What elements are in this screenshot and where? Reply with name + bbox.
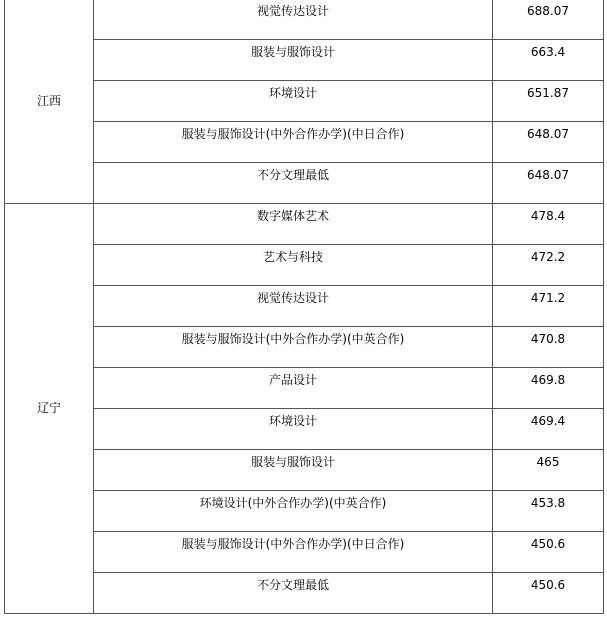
row-divider xyxy=(93,490,604,491)
score-cell: 453.8 xyxy=(530,496,566,510)
row-divider xyxy=(93,531,604,532)
row-divider xyxy=(93,449,604,450)
major-cell: 艺术与科技 xyxy=(262,250,323,264)
major-cell: 不分文理最低 xyxy=(256,168,329,182)
province-cell: 江西 xyxy=(36,93,61,108)
score-cell: 648.07 xyxy=(527,127,569,141)
row-divider xyxy=(93,285,604,286)
province-cell: 辽宁 xyxy=(36,401,61,415)
major-cell: 视觉传达设计 xyxy=(256,4,329,18)
score-cell: 450.6 xyxy=(530,537,566,551)
score-cell: 450.6 xyxy=(530,578,566,592)
row-divider xyxy=(93,80,604,81)
major-cell: 服装与服饰设计 xyxy=(250,455,335,469)
major-cell: 环境设计(中外合作办学)(中英合作) xyxy=(199,496,387,510)
score-cell: 471.2 xyxy=(530,291,566,305)
table-border-left xyxy=(4,0,5,614)
major-cell: 环境设计 xyxy=(268,86,317,100)
major-cell: 服装与服饰设计 xyxy=(250,45,335,59)
row-divider xyxy=(93,326,604,327)
major-cell: 服装与服饰设计(中外合作办学)(中日合作) xyxy=(181,127,405,141)
major-cell: 不分文理最低 xyxy=(256,578,329,592)
row-divider xyxy=(93,162,604,163)
row-divider xyxy=(93,572,604,573)
score-cell: 651.87 xyxy=(527,86,569,100)
major-cell: 服装与服饰设计(中外合作办学)(中日合作) xyxy=(181,537,405,551)
group-divider xyxy=(4,613,604,614)
group-divider xyxy=(4,203,604,204)
major-cell: 产品设计 xyxy=(268,373,317,387)
score-cell: 470.8 xyxy=(530,332,566,346)
score-cell: 478.4 xyxy=(530,209,566,223)
major-cell: 数字媒体艺术 xyxy=(256,209,329,223)
major-cell: 服装与服饰设计(中外合作办学)(中英合作) xyxy=(181,332,405,346)
score-cell: 469.4 xyxy=(530,414,566,428)
major-cell: 视觉传达设计 xyxy=(256,291,329,305)
row-divider xyxy=(93,408,604,409)
row-divider xyxy=(93,367,604,368)
row-divider xyxy=(93,39,604,40)
score-cell: 688.07 xyxy=(527,4,569,18)
score-cell: 663.4 xyxy=(530,45,566,59)
row-divider xyxy=(93,244,604,245)
row-divider xyxy=(93,121,604,122)
major-cell: 环境设计 xyxy=(268,414,317,428)
score-cell: 648.07 xyxy=(527,168,569,182)
score-cell: 472.2 xyxy=(530,250,566,264)
table-border-right xyxy=(603,0,604,614)
score-cell: 465 xyxy=(536,455,560,469)
score-cell: 469.8 xyxy=(530,373,566,387)
